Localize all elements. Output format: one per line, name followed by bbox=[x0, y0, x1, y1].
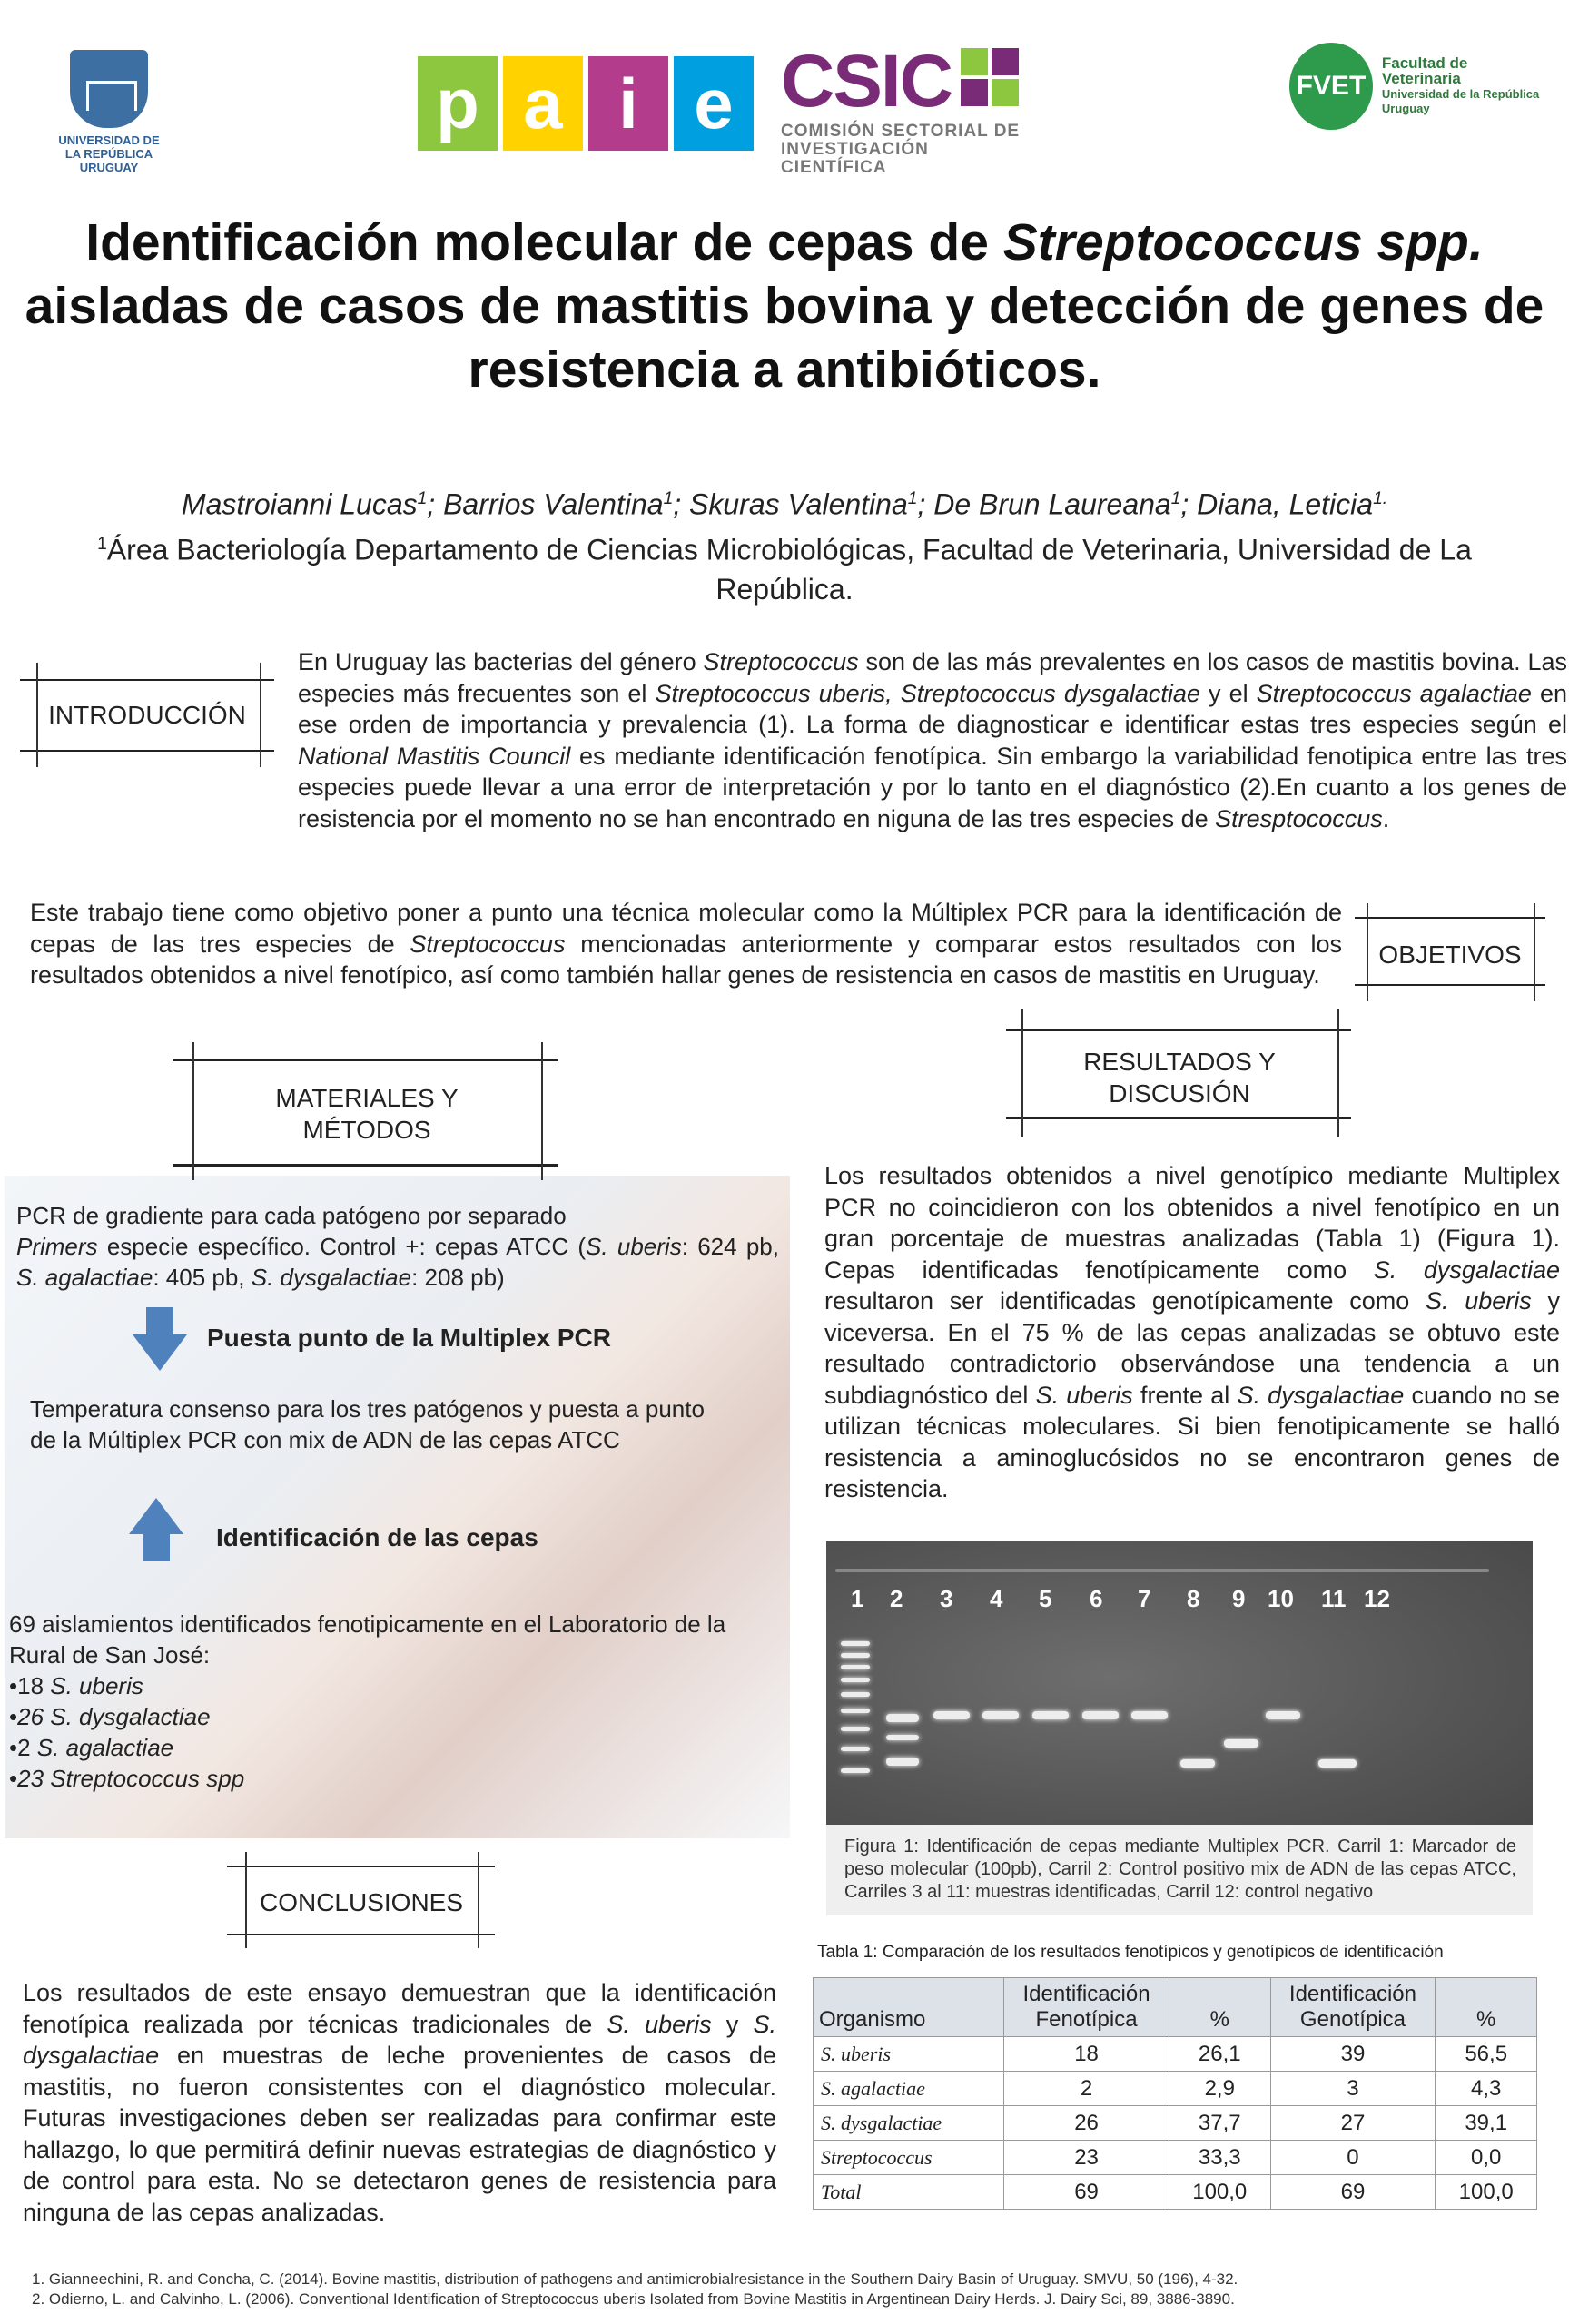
table-cell: 37,7 bbox=[1169, 2106, 1270, 2141]
table-cell: 18 bbox=[1004, 2037, 1169, 2072]
arrow-down-icon bbox=[133, 1307, 187, 1371]
fvet-country: Uruguay bbox=[1381, 102, 1430, 115]
lane-number: 6 bbox=[1090, 1585, 1103, 1612]
dna-band bbox=[886, 1735, 919, 1740]
section-intro-label: INTRODUCCIÓN bbox=[48, 701, 246, 729]
ladder-band bbox=[841, 1747, 870, 1751]
lane-number: 11 bbox=[1321, 1585, 1347, 1612]
table-row bbox=[814, 2141, 1537, 2175]
title-line2: aisladas de casos de mastitis bovina y detección de genes de bbox=[25, 277, 1544, 335]
table-cell: 23 bbox=[1004, 2141, 1169, 2175]
section-conclusiones-label: CONCLUSIONES bbox=[259, 1888, 464, 1916]
fvet-name: Facultad de Veterinaria bbox=[1381, 54, 1468, 87]
table-cell: 100,0 bbox=[1436, 2175, 1537, 2210]
ladder-band bbox=[841, 1641, 870, 1646]
table-header: Identificación Genotípica bbox=[1270, 1978, 1436, 2037]
conclusiones-text: Los resultados de este ensayo demuestran que la identificación fenotípica realizada por técnicas tradicionales de S. uberis y S. dysgalactiae en muestras de leche provenientes de casos de mastitis, no fueron consistentes con el diagnóstico molecular. Futuras investigaciones deben ser realizadas para confirmar este hallazgo, lo que permitirá definir nuevas estrategias de diagnóstico y de control para esta. No se detectaron genes de resistencia para ninguna de las cepas analizadas. bbox=[23, 1979, 776, 2226]
isolates-text bbox=[9, 1609, 763, 1794]
table-row bbox=[814, 2106, 1537, 2141]
section-methods-label bbox=[194, 1082, 539, 1146]
title-line3: resistencia a antibióticos. bbox=[468, 340, 1101, 399]
affiliation: $^1$Área Bacteriología Departamento de Ciencias Microbiológicas, Facultad de Veterinaria, Universidad de La bbox=[97, 533, 1472, 566]
table-cell: S. uberis bbox=[814, 2037, 1004, 2072]
ladder-band bbox=[841, 1768, 870, 1773]
results-text: Los resultados obtenidos a nivel genotípico mediante Multiplex PCR no coincidieron con los obtenidos a nivel fenotípico en un gran porcentaje de muestras analizadas (Tabla 1) (Figura 1). Cepas identificadas fenotípicamente como S. dysgalactiae resultaron ser identificadas genotípicamente como S. uberis y viceversa. En el 75 % de las cepas analizadas se obtuvo este resultado contradictorio observándose una tendencia a un subdiagnóstico del S. uberis frente al S. dysgalactiae cuando no se utilizan técnicas moleculares. Si bien fenotipicamente se halló resistencia a aminoglucósidos no se encontraron genes de resistencia. bbox=[824, 1162, 1561, 1502]
udelar-logo bbox=[54, 50, 163, 186]
fvet-logo bbox=[1289, 41, 1544, 132]
table-header: % bbox=[1436, 1978, 1537, 2037]
table-cell: 69 bbox=[1270, 2175, 1436, 2210]
poster-title bbox=[0, 211, 1569, 401]
lane-number: 2 bbox=[890, 1585, 903, 1612]
ladder-band bbox=[841, 1653, 870, 1658]
dna-band bbox=[1082, 1711, 1119, 1719]
table-caption: Tabla 1: Comparación de los resultados fenotípicos y genotípicos de identificación bbox=[817, 1943, 1444, 1962]
ladder-band bbox=[841, 1665, 870, 1669]
table-cell: 26,1 bbox=[1169, 2037, 1270, 2072]
table-cell: 56,5 bbox=[1436, 2037, 1537, 2072]
csic-subtitle-2: INVESTIGACIÓN CIENTÍFICA bbox=[781, 140, 929, 177]
title-genus: Streptococcus spp. bbox=[1002, 213, 1484, 271]
section-objetivos-label: OBJETIVOS bbox=[1378, 940, 1522, 969]
table-row bbox=[814, 2037, 1537, 2072]
table-cell: Streptococcus bbox=[814, 2141, 1004, 2175]
lane-number: 10 bbox=[1268, 1585, 1294, 1612]
table-cell: 39,1 bbox=[1436, 2106, 1537, 2141]
ladder-band bbox=[841, 1709, 870, 1713]
csic-squares-icon bbox=[961, 48, 1019, 106]
step-puesta-punto: Puesta punto de la Multiplex PCR bbox=[207, 1324, 611, 1352]
table-cell: S. dysgalactiae bbox=[814, 2106, 1004, 2141]
lane-number: 4 bbox=[990, 1585, 1003, 1612]
lane-number: 9 bbox=[1232, 1585, 1246, 1612]
udelar-logo-text: UNIVERSIDAD DE LA REPÚBLICA URUGUAY bbox=[58, 133, 160, 174]
table-header-row bbox=[814, 1978, 1537, 2037]
dna-band bbox=[1224, 1739, 1258, 1748]
paie-letter: p bbox=[418, 56, 498, 151]
table-header: Identificación Fenotípica bbox=[1004, 1978, 1169, 2037]
csic-wordmark: CSIC bbox=[781, 40, 952, 123]
methods-label-line2: MÉTODOS bbox=[302, 1116, 431, 1144]
temperature-text: Temperatura consenso para los tres patógenos y puesta a punto de la Múltiplex PCR con mix de ADN de las cepas ATCC bbox=[30, 1395, 705, 1453]
table-cell: S. agalactiae bbox=[814, 2072, 1004, 2106]
lane-number: 12 bbox=[1364, 1585, 1390, 1612]
intro-text: En Uruguay las bacterias del género Streptococcus son de las más prevalentes en los casos de mastitis bovina. Las especies más frecuentes son el Streptococcus uberis, Streptococcus dysgalactiae y el Streptococcus agalactiae en ese orden de importancia y prevalencia (1). La forma de diagnosticar e identificar estas tres especies según el National Mastitis Council es mediante identificación fenotípica. Sin embargo la variabilidad fenotipica entre las tres especies puede llevar a una error de interpretación y por lo tanto en el diagnóstico (2).En cuanto a los genes de resistencia por el momento no se han encontrado en niguna de las tres especies de Stresptococcus. bbox=[298, 648, 1567, 832]
lane-number: 8 bbox=[1187, 1585, 1200, 1612]
table-row bbox=[814, 2072, 1537, 2106]
list-item: •18 S. uberis bbox=[9, 1672, 143, 1699]
table-cell: 100,0 bbox=[1169, 2175, 1270, 2210]
table-cell: 4,3 bbox=[1436, 2072, 1537, 2106]
fvet-logo-text bbox=[1382, 56, 1544, 116]
dna-band bbox=[1131, 1711, 1168, 1719]
objetivos-text: Este trabajo tiene como objetivo poner a punto una técnica molecular como la Múltiplex PCR para la identificación de cepas de las tres especies de Streptococcus mencionadas anteriormente y comparar estos resultados con los resultados obtenidos a nivel fenotípico, así como también hallar genes de resistencia en casos de mastitis en Uruguay. bbox=[30, 899, 1342, 989]
reference-item: 2. Odierno, L. and Calvinho, L. (2006). Conventional Identification of Streptococcus uberis Isolated from Bovine Mastitis in Argentinean Dairy Herds. J. Dairy Sci, 89, 3886-3890. bbox=[32, 2290, 1235, 2308]
results-label-line2: DISCUSIÓN bbox=[1109, 1079, 1250, 1108]
university-shield-icon bbox=[70, 50, 148, 128]
results-label-line1: RESULTADOS Y bbox=[1083, 1048, 1276, 1076]
table-cell: 33,3 bbox=[1169, 2141, 1270, 2175]
fvet-circle-icon: FVET bbox=[1289, 43, 1373, 130]
pcr-line1: PCR de gradiente para cada patógeno por separado bbox=[16, 1202, 567, 1229]
list-item: •23 Streptococcus spp bbox=[9, 1765, 245, 1792]
table-cell: 26 bbox=[1004, 2106, 1169, 2141]
author-names: Mastroianni Lucas$^1$; Barrios Valentina$^1$; Skuras Valentina$^1$; De Brun Laureana$^1$; Diana, Leticia$^{1.}$ bbox=[181, 487, 1388, 521]
table-cell: Total bbox=[814, 2175, 1004, 2210]
table-cell: 0,0 bbox=[1436, 2141, 1537, 2175]
dna-band bbox=[886, 1714, 919, 1722]
table-cell: 27 bbox=[1270, 2106, 1436, 2141]
paie-letter: e bbox=[674, 56, 754, 151]
paie-logo bbox=[418, 56, 754, 151]
lane-number: 7 bbox=[1138, 1585, 1151, 1612]
dna-band bbox=[933, 1711, 970, 1719]
table-cell: 2 bbox=[1004, 2072, 1169, 2106]
title-line1: Identificación molecular de cepas de bbox=[85, 213, 1003, 271]
arrow-up-icon bbox=[129, 1498, 183, 1561]
table-cell: 39 bbox=[1270, 2037, 1436, 2072]
gel-electrophoresis-image bbox=[826, 1541, 1533, 1841]
list-item: •2 S. agalactiae bbox=[9, 1734, 174, 1761]
lane-number: 3 bbox=[940, 1585, 953, 1612]
table-row bbox=[814, 2175, 1537, 2210]
dna-band bbox=[982, 1711, 1019, 1719]
gel-wells bbox=[835, 1569, 1489, 1572]
csic-logo bbox=[781, 40, 1035, 177]
fvet-univ: Universidad de la República bbox=[1381, 87, 1540, 101]
lane-number: 1 bbox=[851, 1585, 864, 1612]
lane-number: 5 bbox=[1039, 1585, 1052, 1612]
pcr-line2: Primers especie específico. Control +: cepas ATCC (S. uberis: 624 pb, S. agalactiae: 405 pb, S. dysgalactiae: 208 pb) bbox=[16, 1233, 779, 1291]
table-cell: 2,9 bbox=[1169, 2072, 1270, 2106]
methods-label-line1: MATERIALES Y bbox=[275, 1084, 459, 1112]
table-cell: 3 bbox=[1270, 2072, 1436, 2106]
references bbox=[32, 2270, 1557, 2309]
paie-letter: i bbox=[588, 56, 668, 151]
ladder-band bbox=[841, 1727, 870, 1731]
isolates-intro: 69 aislamientos identificados fenotipicamente en el Laboratorio de la Rural de San José: bbox=[9, 1610, 726, 1669]
table-cell: 0 bbox=[1270, 2141, 1436, 2175]
table-cell: 69 bbox=[1004, 2175, 1169, 2210]
dna-band bbox=[886, 1758, 919, 1766]
dna-band bbox=[1180, 1759, 1215, 1768]
pcr-gradient-text bbox=[16, 1200, 779, 1293]
step-identificacion: Identificación de las cepas bbox=[216, 1523, 538, 1551]
figure-caption: Figura 1: Identificación de cepas mediante Multiplex PCR. Carril 1: Marcador de peso molecular (100pb), Carril 2: Control positivo mix de ADN de las cepas ATCC, Carriles 3 al 11: muestras identificadas, Carril 12: control negativo bbox=[844, 1837, 1516, 1902]
paie-letter: a bbox=[503, 56, 583, 151]
dna-band bbox=[1318, 1759, 1357, 1768]
ladder-band bbox=[841, 1678, 870, 1682]
section-results-label bbox=[1023, 1046, 1336, 1109]
affiliation-2: República. bbox=[715, 573, 854, 606]
table-header: % bbox=[1169, 1978, 1270, 2037]
csic-subtitle-1: COMISIÓN SECTORIAL DE bbox=[781, 122, 1021, 141]
dna-band bbox=[1032, 1711, 1069, 1719]
ladder-band bbox=[841, 1692, 870, 1697]
table-header: Organismo bbox=[814, 1978, 1004, 2037]
authors-block bbox=[0, 479, 1569, 609]
reference-item: 1. Gianneechini, R. and Concha, C. (2014). Bovine mastitis, distribution of pathogens and antimicrobialresistance in the Southern Dairy Basin of Uruguay. SMVU, 50 (196), 4-32. bbox=[32, 2270, 1238, 2288]
results-table bbox=[813, 1977, 1537, 2210]
dna-band bbox=[1266, 1711, 1300, 1719]
list-item: •26 S. dysgalactiae bbox=[9, 1703, 211, 1730]
